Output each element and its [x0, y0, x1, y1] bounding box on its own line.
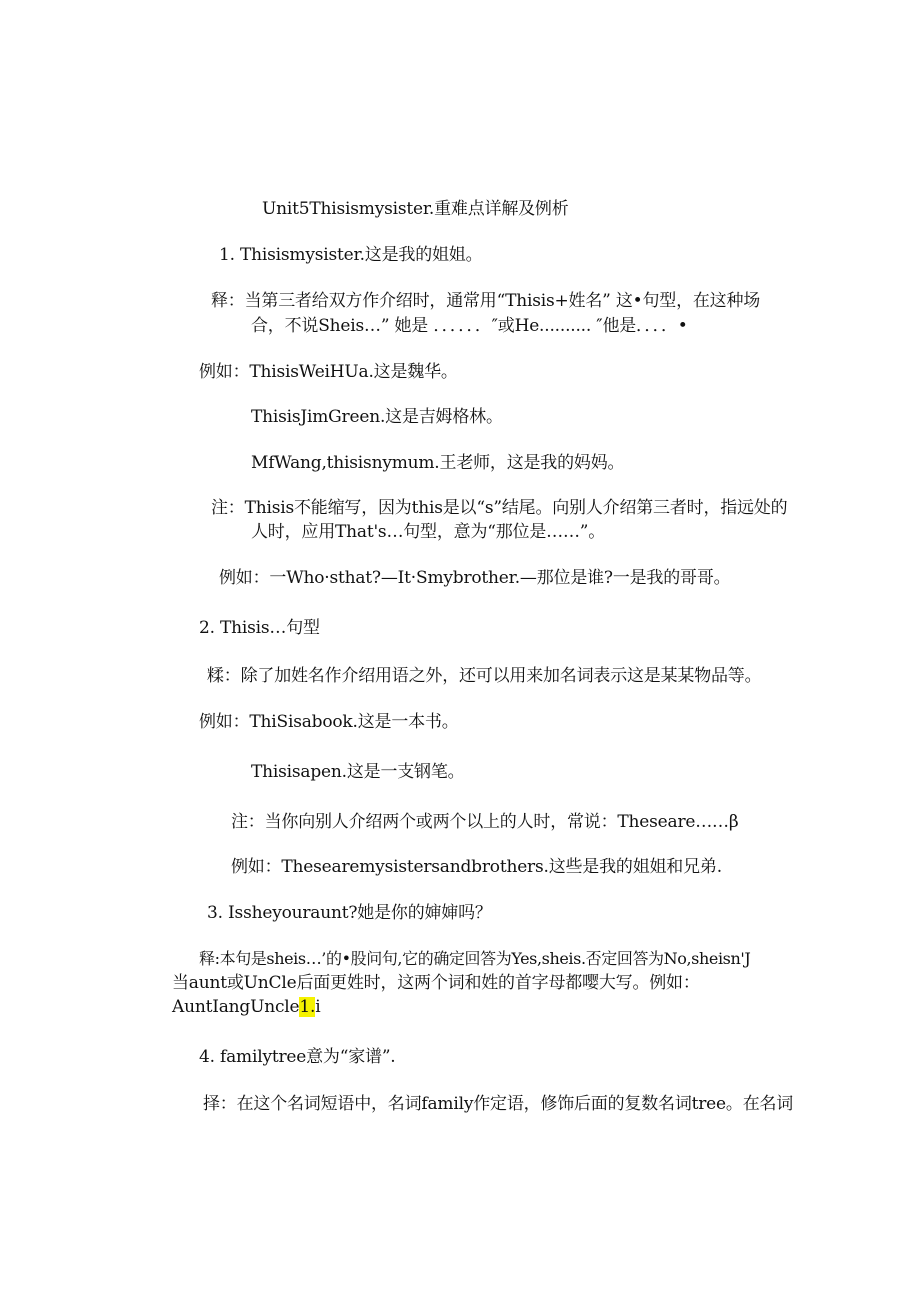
section-1-explanation-line-1: 释：当第三者给双方作介绍时，通常用“Thisis+姓名” 这•句型，在这种场 [211, 291, 761, 311]
section-1-explanation-line-2: 合，不说Sheis…” 她是 ．．．．．．″或He.......... ″他是．．．．• [251, 316, 688, 336]
section-1-example-2: ThisisJimGreen.这是吉姆格林。 [251, 407, 503, 427]
document-title: Unit5Thisismysister.重难点详解及例析 [262, 199, 569, 219]
section-1-note-line-2: 人时，应用That's…句型，意为“那位是……”。 [251, 522, 606, 542]
section-1-heading: 1. Thisismysister.这是我的姐姐。 [219, 245, 483, 265]
section-2-example-2: Thisisapen.这是一支钢笔。 [251, 762, 465, 782]
section-3-explanation-line-3 [172, 996, 320, 1018]
section-4-heading: 4. familytree意为“家谱”. [199, 1047, 396, 1067]
section-2-explanation: 糅：除了加姓名作介绍用语之外，还可以用来加名词表示这是某某物品等。 [207, 666, 762, 686]
section-3-explanation-line-1: 释:本句是sheis…’的•股问句,它的确定回答为Yes,sheis.否定回答为No,sheisn'J [199, 949, 751, 968]
section-3-example-names: AuntIangUncle [172, 997, 300, 1017]
section-2-example-1: 例如：ThiSisabook.这是一本书。 [199, 712, 459, 732]
section-1-note-line-1: 注：Thisis不能缩写，因为this是以“s”结尾。向别人介绍第三者时，指远处的 [211, 498, 788, 518]
section-2-note-example: 例如：Thesearemysistersandbrothers.这些是我的姐姐和兄弟. [231, 857, 722, 877]
section-4-explanation: 择：在这个名词短语中，名词family作定语，修饰后面的复数名词tree。在名词 [203, 1094, 794, 1114]
section-3-example-tail: i [315, 997, 321, 1017]
highlighted-text: 1. [299, 997, 316, 1017]
section-3-heading: 3. Issheyouraunt?她是你的婶婶吗？ [207, 903, 492, 923]
section-1-example-3: MfWang,thisisnymum.王老师，这是我的妈妈。 [251, 453, 625, 473]
section-1-note-example: 例如：一Who·sthat?—It·Smybrother.—那位是谁?一是我的哥哥。 [219, 568, 731, 588]
section-2-heading: 2. Thisis…句型 [199, 618, 320, 638]
section-1-example-1: 例如：ThisisWeiHUa.这是魏华。 [199, 362, 458, 382]
section-3-explanation-line-2: 当aunt或UnCle后面更姓时，这两个词和姓的首字母都嘤大写。例如： [172, 973, 700, 993]
section-2-note: 注：当你向别人介绍两个或两个以上的人时，常说：Theseare……β [231, 812, 739, 832]
